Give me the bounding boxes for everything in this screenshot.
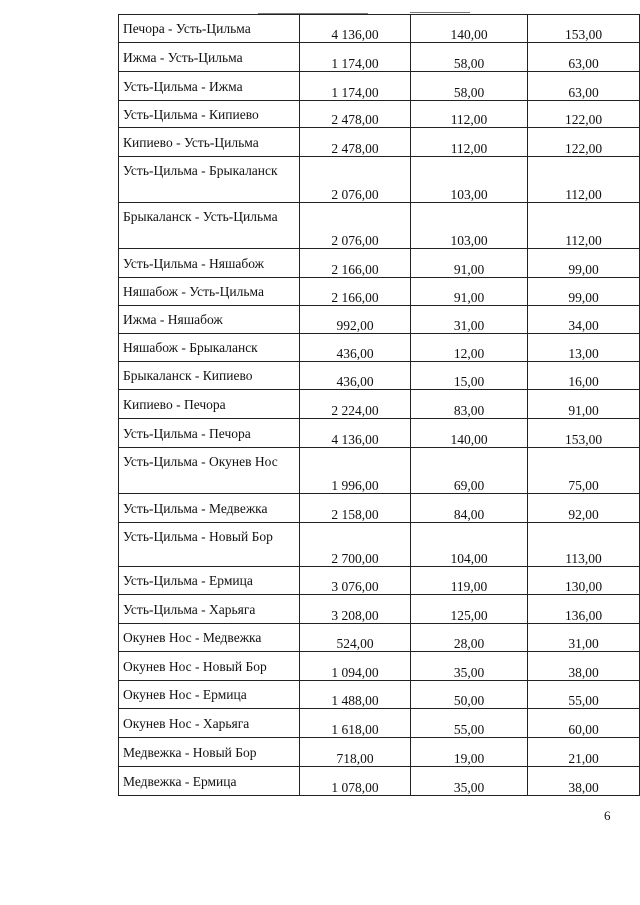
value-cell: 1 174,00 [300,43,411,72]
value-cell: 1 618,00 [300,709,411,738]
value-cell: 2 700,00 [300,523,411,567]
table-row [119,709,640,738]
table-row [119,567,640,595]
value-cell: 2 166,00 [300,278,411,306]
value-cell: 524,00 [300,624,411,652]
value-cell: 13,00 [528,334,640,362]
value-cell: 60,00 [528,709,640,738]
value-cell: 3 076,00 [300,567,411,595]
value-cell: 1 996,00 [300,448,411,494]
value-cell: 99,00 [528,278,640,306]
value-cell: 31,00 [411,306,528,334]
route-cell: Усть-Цильма - Ермица [119,567,300,595]
value-cell: 38,00 [528,767,640,796]
value-cell: 992,00 [300,306,411,334]
table-row [119,767,640,796]
route-cell: Няшабож - Усть-Цильма [119,278,300,306]
value-cell: 436,00 [300,334,411,362]
value-cell: 92,00 [528,494,640,523]
value-cell: 99,00 [528,249,640,278]
value-cell: 15,00 [411,362,528,390]
route-cell: Кипиево - Печора [119,390,300,419]
table-row [119,494,640,523]
value-cell: 130,00 [528,567,640,595]
route-cell: Брыкаланск - Усть-Цильма [119,203,300,249]
value-cell: 136,00 [528,595,640,624]
value-cell: 31,00 [528,624,640,652]
table-row [119,595,640,624]
route-cell: Ижма - Няшабож [119,306,300,334]
value-cell: 112,00 [528,157,640,203]
value-cell: 16,00 [528,362,640,390]
table-row [119,390,640,419]
route-cell: Печора - Усть-Цильма [119,15,300,43]
value-cell: 34,00 [528,306,640,334]
route-cell: Усть-Цильма - Ижма [119,72,300,101]
route-cell: Усть-Цильма - Печора [119,419,300,448]
table-row [119,738,640,767]
value-cell: 436,00 [300,362,411,390]
value-cell: 58,00 [411,72,528,101]
value-cell: 153,00 [528,419,640,448]
route-cell: Усть-Цильма - Медвежка [119,494,300,523]
table-row [119,203,640,249]
value-cell: 4 136,00 [300,15,411,43]
table-row [119,278,640,306]
value-cell: 125,00 [411,595,528,624]
route-cell: Усть-Цильма - Брыкаланск [119,157,300,203]
route-cell: Окунев Нос - Медвежка [119,624,300,652]
table-row [119,72,640,101]
value-cell: 58,00 [411,43,528,72]
value-cell: 112,00 [528,203,640,249]
value-cell: 103,00 [411,157,528,203]
route-fare-table [118,14,640,796]
route-cell: Медвежка - Ермица [119,767,300,796]
value-cell: 140,00 [411,15,528,43]
value-cell: 153,00 [528,15,640,43]
value-cell: 84,00 [411,494,528,523]
table-row [119,306,640,334]
value-cell: 83,00 [411,390,528,419]
table-row [119,128,640,157]
value-cell: 140,00 [411,419,528,448]
value-cell: 2 166,00 [300,249,411,278]
route-cell: Няшабож - Брыкаланск [119,334,300,362]
table-row [119,43,640,72]
table-row [119,249,640,278]
table-row [119,523,640,567]
value-cell: 1 488,00 [300,681,411,709]
value-cell: 104,00 [411,523,528,567]
value-cell: 55,00 [411,709,528,738]
value-cell: 21,00 [528,738,640,767]
table-row [119,624,640,652]
route-cell: Усть-Цильма - Окунев Нос [119,448,300,494]
value-cell: 122,00 [528,128,640,157]
value-cell: 50,00 [411,681,528,709]
value-cell: 2 158,00 [300,494,411,523]
value-cell: 63,00 [528,43,640,72]
value-cell: 63,00 [528,72,640,101]
value-cell: 4 136,00 [300,419,411,448]
value-cell: 12,00 [411,334,528,362]
table-row [119,15,640,43]
value-cell: 38,00 [528,652,640,681]
route-cell: Кипиево - Усть-Цильма [119,128,300,157]
route-cell: Усть-Цильма - Няшабож [119,249,300,278]
route-cell: Окунев Нос - Ермица [119,681,300,709]
table-row [119,362,640,390]
table-row [119,448,640,494]
value-cell: 1 174,00 [300,72,411,101]
value-cell: 2 478,00 [300,128,411,157]
value-cell: 2 076,00 [300,157,411,203]
table-row [119,681,640,709]
value-cell: 1 078,00 [300,767,411,796]
value-cell: 2 224,00 [300,390,411,419]
value-cell: 69,00 [411,448,528,494]
table-row [119,652,640,681]
scan-artifact [410,12,470,13]
value-cell: 718,00 [300,738,411,767]
value-cell: 119,00 [411,567,528,595]
route-cell: Усть-Цильма - Харьяга [119,595,300,624]
value-cell: 103,00 [411,203,528,249]
value-cell: 35,00 [411,652,528,681]
table-row [119,419,640,448]
value-cell: 2 076,00 [300,203,411,249]
table-row [119,157,640,203]
value-cell: 91,00 [528,390,640,419]
value-cell: 91,00 [411,249,528,278]
route-cell: Усть-Цильма - Новый Бор [119,523,300,567]
value-cell: 3 208,00 [300,595,411,624]
value-cell: 28,00 [411,624,528,652]
route-cell: Ижма - Усть-Цильма [119,43,300,72]
table-row [119,101,640,128]
route-cell: Окунев Нос - Новый Бор [119,652,300,681]
route-cell: Брыкаланск - Кипиево [119,362,300,390]
value-cell: 1 094,00 [300,652,411,681]
value-cell: 75,00 [528,448,640,494]
table-row [119,334,640,362]
value-cell: 91,00 [411,278,528,306]
route-cell: Окунев Нос - Харьяга [119,709,300,738]
value-cell: 19,00 [411,738,528,767]
value-cell: 112,00 [411,101,528,128]
page-number: 6 [604,808,611,823]
value-cell: 113,00 [528,523,640,567]
value-cell: 112,00 [411,128,528,157]
value-cell: 2 478,00 [300,101,411,128]
value-cell: 122,00 [528,101,640,128]
value-cell: 35,00 [411,767,528,796]
value-cell: 55,00 [528,681,640,709]
route-cell: Медвежка - Новый Бор [119,738,300,767]
route-cell: Усть-Цильма - Кипиево [119,101,300,128]
